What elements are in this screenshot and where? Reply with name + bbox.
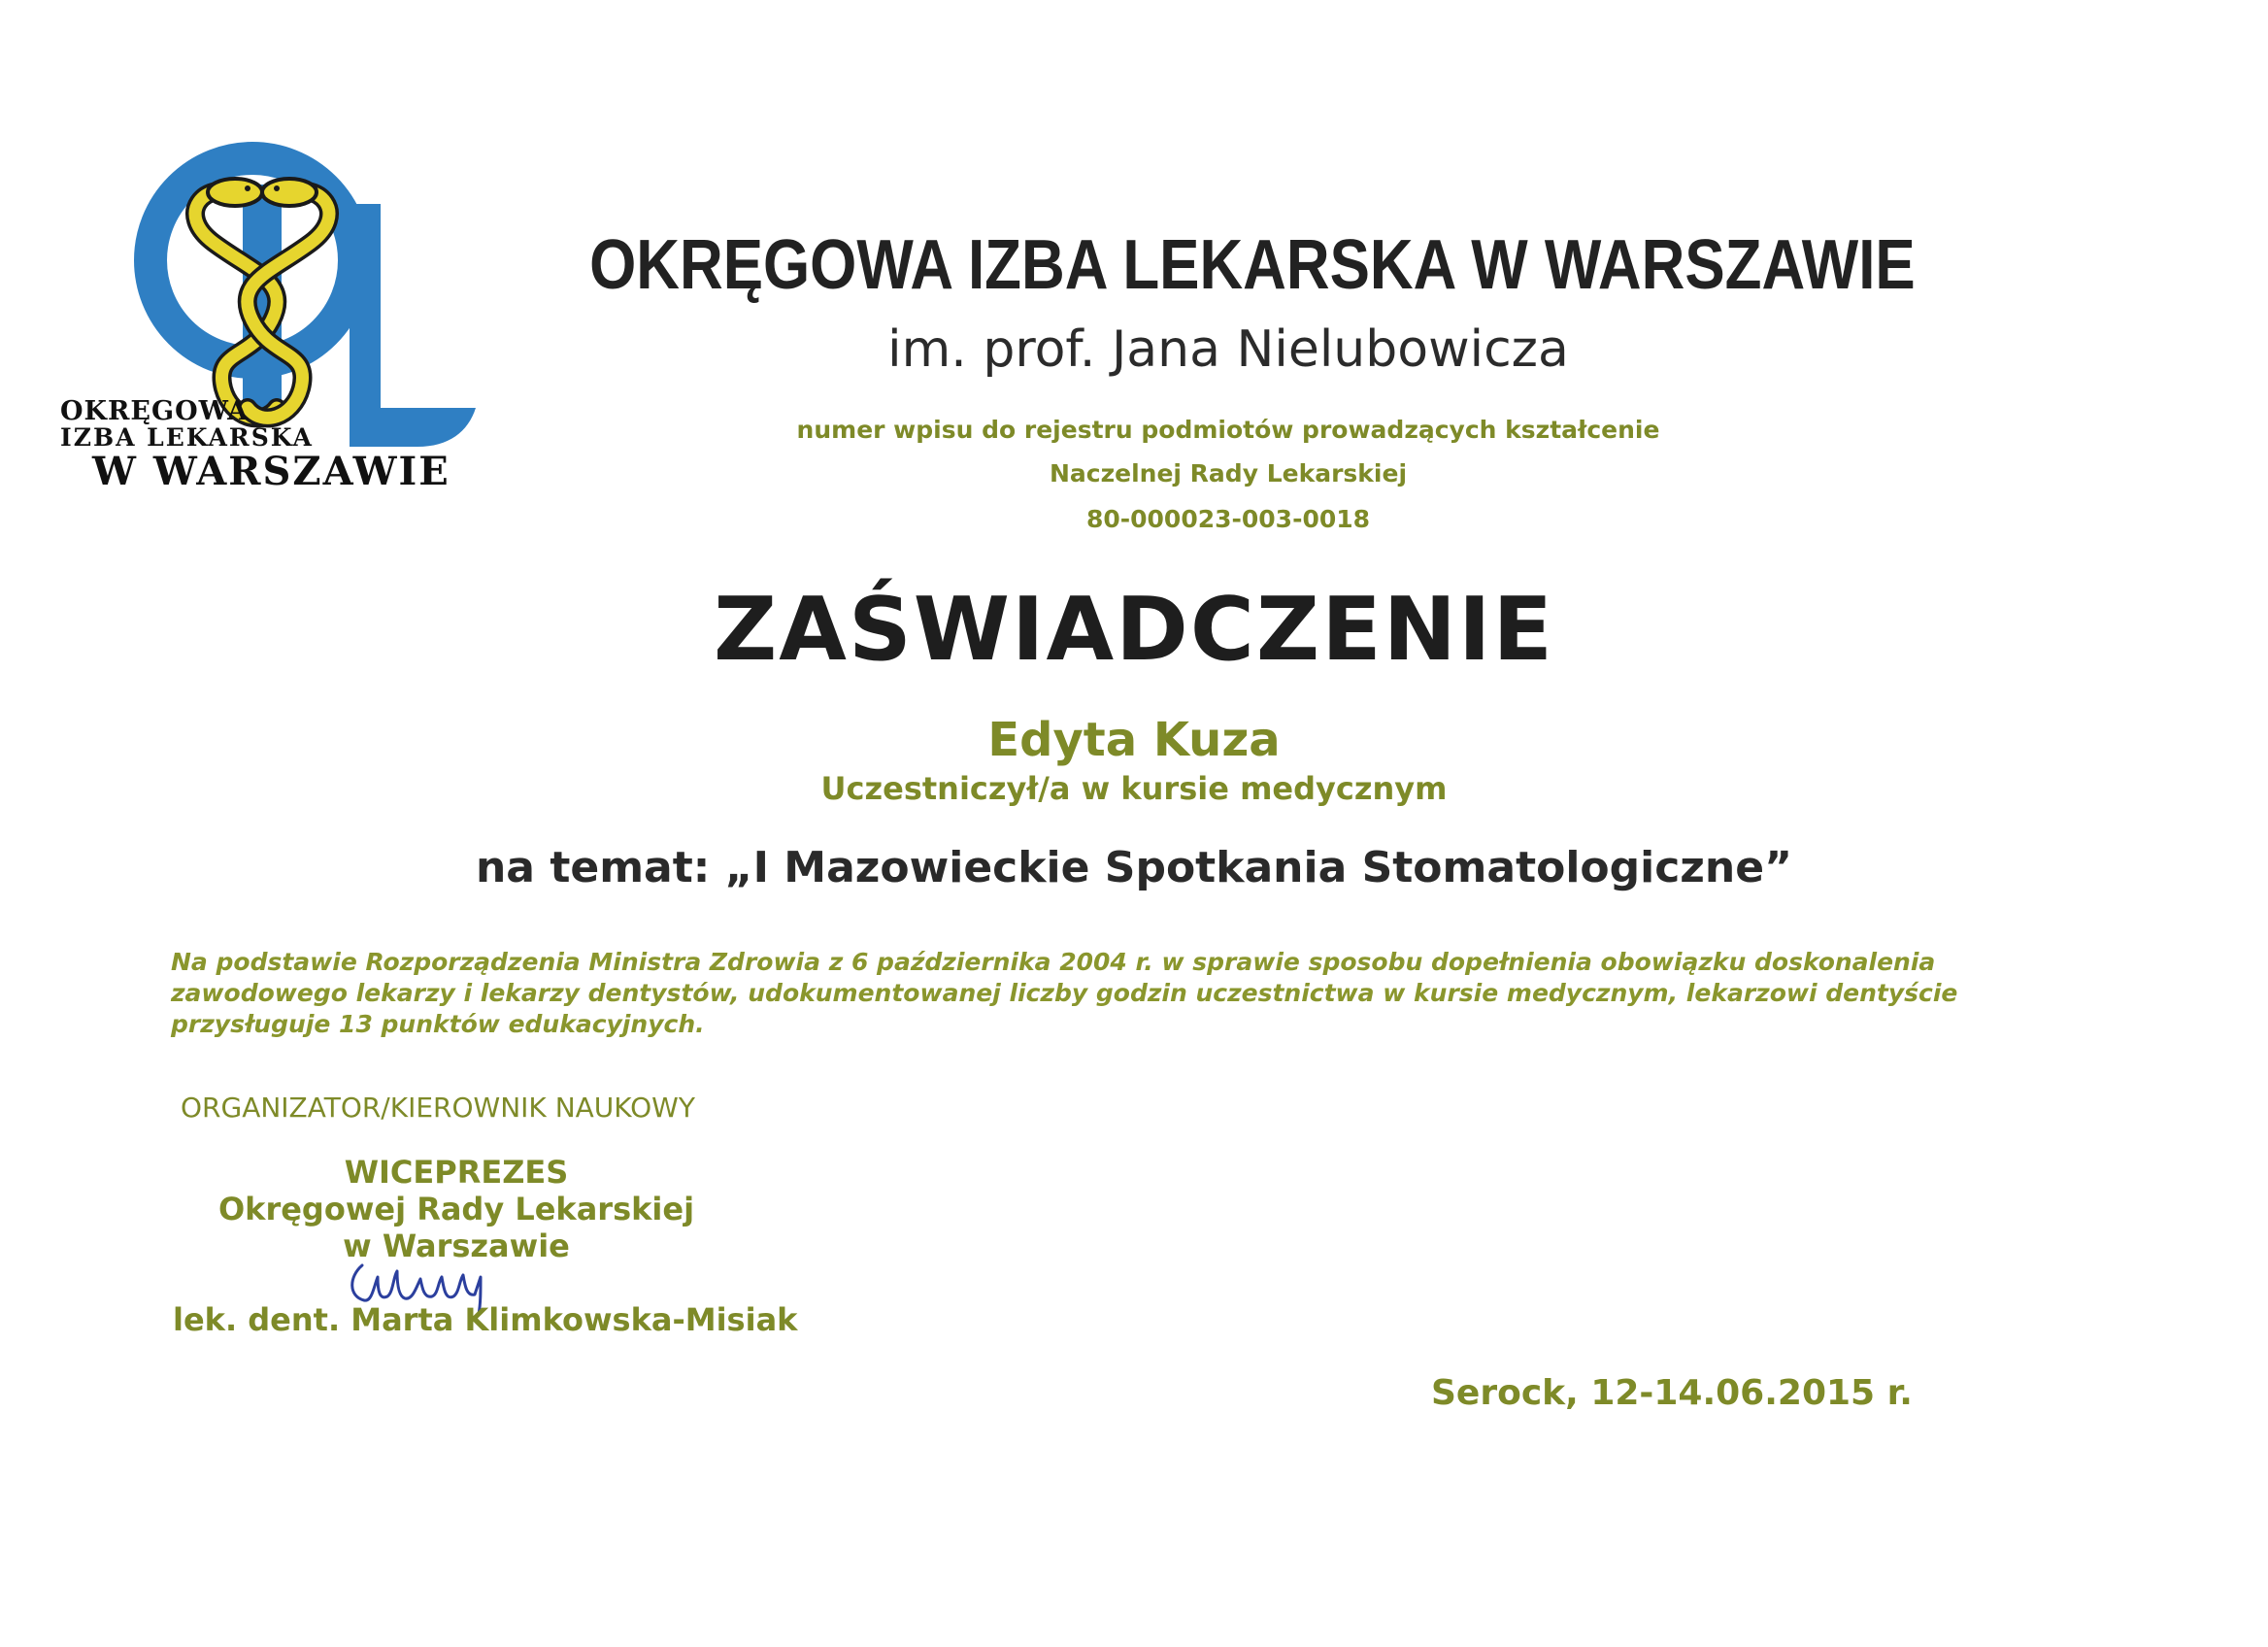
certificate-title: ZAŚWIADCZENIE bbox=[714, 579, 1554, 681]
logo-letter-l bbox=[350, 204, 476, 447]
signatory-role-block bbox=[165, 1154, 748, 1264]
registry-number: 80-000023-003-0018 bbox=[1085, 505, 1371, 533]
logo-text-line2: IZBA LEKARSKA bbox=[60, 423, 314, 452]
participant-name: Edyta Kuza bbox=[987, 713, 1281, 767]
course-topic: na temat: „I Mazowieckie Spotkania Stomatologiczne” bbox=[475, 843, 1792, 892]
registry-text-line2: Naczelnej Rady Lekarskiej bbox=[1049, 459, 1408, 487]
organization-name: OKRĘGOWA IZBA LEKARSKA W WARSZAWIE bbox=[589, 226, 1916, 304]
place-and-date: Serock, 12-14.06.2015 r. bbox=[1431, 1373, 1913, 1413]
legal-basis-text: Na podstawie Rozporządzenia Ministra Zdrowia z 6 października 2004 r. w sprawie sposobu dopełnienia obowiązku doskonalenia zawodowego lekarzy i lekarzy dentystów, udokumentowanej liczby godzin uczestnictwa w kursie medycznym, lekarzowi dentyście przysługuje 13 punktów edukacyjnych. bbox=[171, 948, 1958, 1038]
role-line3: w Warszawie bbox=[343, 1227, 570, 1264]
role-line1: WICEPREZES bbox=[344, 1154, 569, 1191]
organization-patron: im. prof. Jana Nielubowicza bbox=[887, 320, 1569, 379]
role-line2: Okręgowej Rady Lekarskiej bbox=[217, 1191, 695, 1227]
organizer-label: ORGANIZATOR/KIEROWNIK NAUKOWY bbox=[181, 1092, 695, 1124]
participation-text: Uczestniczył/a w kursie medycznym bbox=[820, 770, 1448, 807]
signatory-name: lek. dent. Marta Klimkowska-Misiak bbox=[173, 1301, 798, 1338]
registry-text-line1: numer wpisu do rejestru podmiotów prowadzących kształcenie bbox=[796, 416, 1660, 444]
logo-text-line1: OKRĘGOWA bbox=[60, 396, 250, 426]
logo-text-line3: W WARSZAWIE bbox=[92, 449, 450, 494]
